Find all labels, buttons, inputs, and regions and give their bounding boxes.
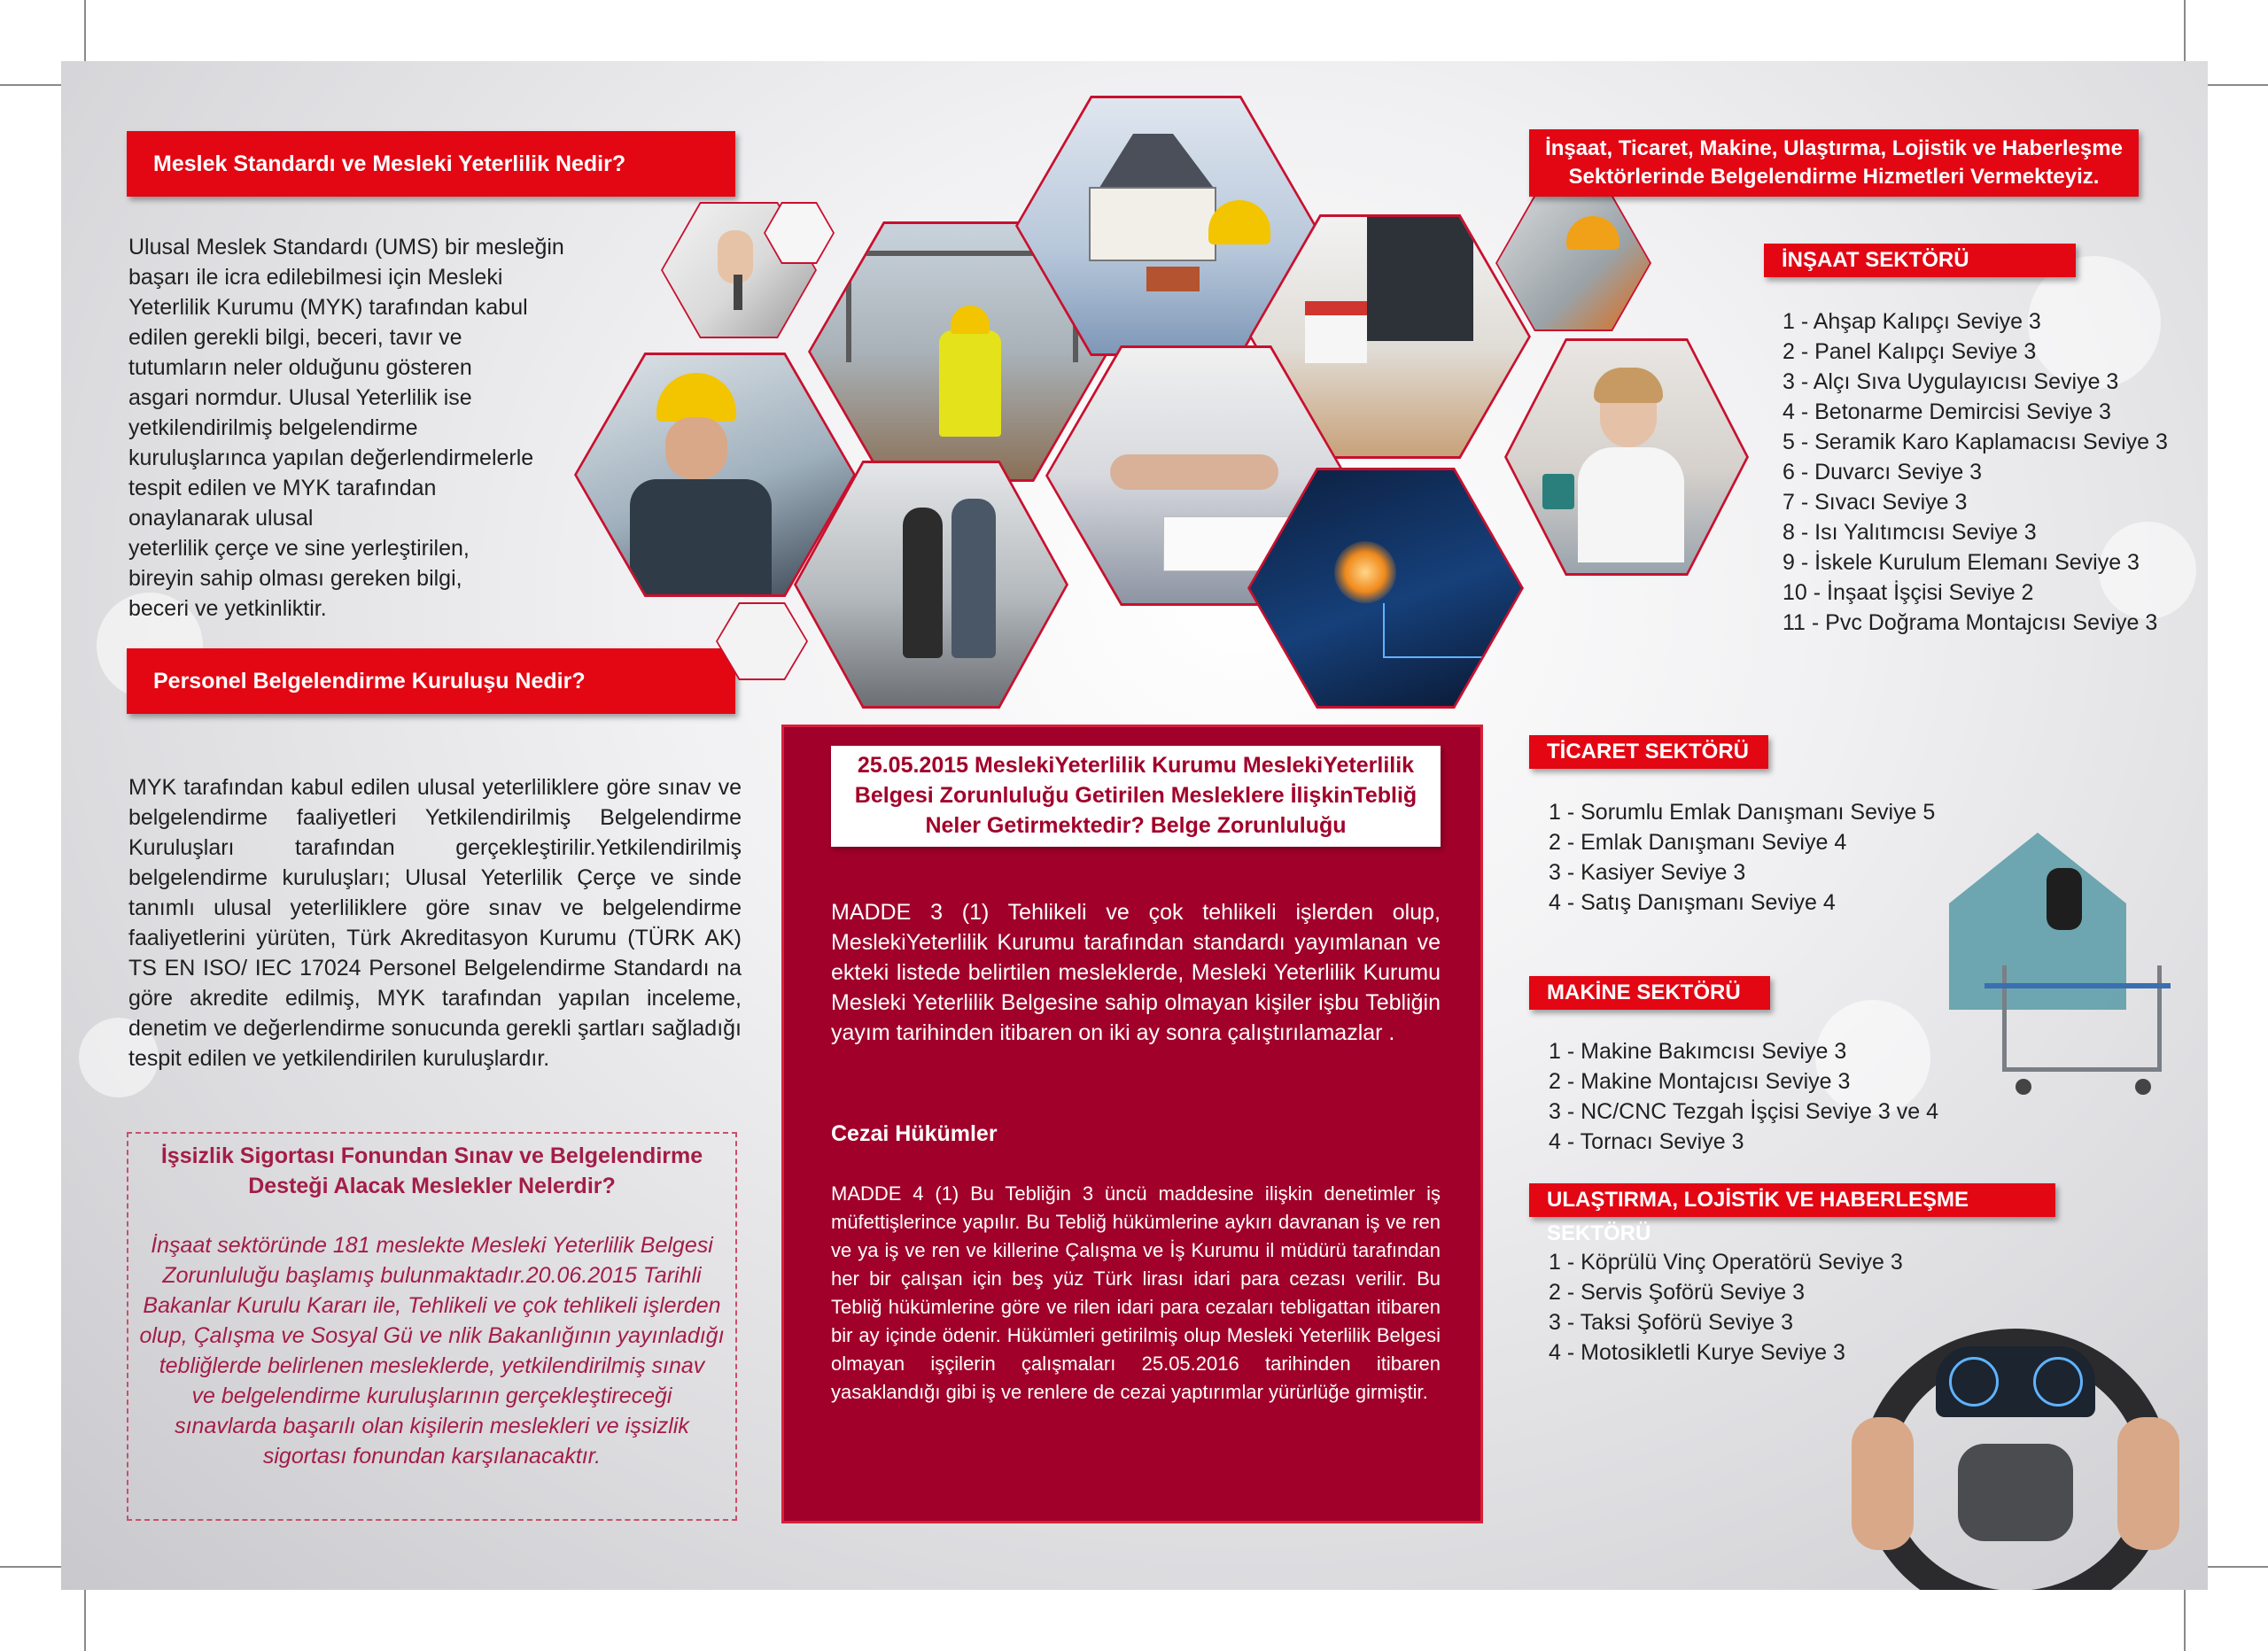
data-chart-lines bbox=[1383, 603, 1491, 658]
list-item: 6 - Duvarcı Seviye 3 bbox=[1783, 460, 1983, 484]
sectors-banner bbox=[1529, 129, 2139, 197]
list-item: 2 - Servis Şoförü Seviye 3 bbox=[1549, 1280, 1806, 1305]
mug-icon bbox=[1542, 474, 1574, 509]
list-item: 9 - İskele Kurulum Elemanı Seviye 3 bbox=[1783, 550, 2140, 575]
crop-mark bbox=[2208, 84, 2268, 86]
list-item: 4 - Motosikletli Kurye Seviye 3 bbox=[1549, 1340, 1845, 1365]
text-line: asgari normdur. Ulusal Yeterlilik ise bbox=[128, 385, 472, 410]
text-line: Yeterlilik Kurumu (MYK) tarafından kabul bbox=[128, 295, 528, 320]
banner-line: İnşaat, Ticaret, Makine, Ulaştırma, Lojistik ve Haberleşme bbox=[1545, 136, 2123, 160]
glow-orb bbox=[1334, 541, 1396, 603]
paragraph-meslek-standardi bbox=[128, 232, 678, 624]
steering-hub bbox=[1958, 1444, 2073, 1541]
text-line: sınavlarda başarılı olan kişilerin meslekleri ve işsizlik bbox=[175, 1414, 689, 1438]
insaat-sektoru-list bbox=[1783, 306, 2168, 638]
text-line: sigortası fonundan karşılanacaktır. bbox=[262, 1444, 602, 1469]
helmet-icon bbox=[1208, 200, 1270, 244]
helmet-icon bbox=[656, 373, 736, 422]
hand-silhouette bbox=[1852, 1417, 1914, 1550]
cart-handle bbox=[1984, 983, 2171, 988]
text-line: yetkilendirilmiş belgelendirme bbox=[128, 415, 418, 440]
worker-vest bbox=[939, 330, 1001, 437]
text-line: onaylanarak ulusal bbox=[128, 506, 314, 531]
heading-text: Meslek Standardı ve Mesleki Yeterlilik Nedir? bbox=[153, 151, 626, 176]
text-line: Ulusal Meslek Standardı (UMS) bir mesleğin bbox=[128, 235, 564, 260]
heading-text: MAKİNE SEKTÖRÜ bbox=[1547, 981, 1741, 1004]
issizlik-box-text bbox=[127, 1230, 737, 1471]
makine-sektoru-list bbox=[1549, 1036, 1938, 1157]
house-body bbox=[1089, 187, 1216, 261]
hair-silhouette bbox=[1594, 368, 1663, 403]
cezai-hukumler-heading: Cezai Hükümler bbox=[831, 1121, 998, 1146]
body-silhouette bbox=[1578, 447, 1684, 562]
person-silhouette bbox=[951, 499, 996, 658]
text-line: ve belgelendirme kuruluşlarının gerçekleştireceği bbox=[191, 1384, 672, 1408]
list-item: 1 - Makine Bakımcısı Seviye 3 bbox=[1549, 1039, 1847, 1064]
text-line: bireyin sahip olması gereken bilgi, bbox=[128, 566, 462, 591]
text-line: edilen gerekli bilgi, beceri, tavır ve bbox=[128, 325, 462, 350]
ticaret-sektoru-list bbox=[1549, 797, 1935, 918]
teblig-title bbox=[831, 750, 1441, 841]
list-item: 2 - Panel Kalıpçı Seviye 3 bbox=[1783, 339, 2037, 364]
heading-text: Personel Belgelendirme Kuruluşu Nedir? bbox=[153, 669, 586, 694]
list-item: 7 - Sıvacı Seviye 3 bbox=[1783, 490, 1968, 515]
heading-text: TİCARET SEKTÖRÜ bbox=[1547, 740, 1749, 763]
suit-figure bbox=[1367, 217, 1473, 341]
heading-text: İNŞAAT SEKTÖRÜ bbox=[1782, 248, 1969, 272]
list-item: 1 - Ahşap Kalıpçı Seviye 3 bbox=[1783, 309, 2041, 334]
text-line: İşsizlik Sigortası Fonundan Sınav ve Belgelendirme bbox=[160, 1143, 703, 1168]
text-line: İnşaat sektöründe 181 meslekte Mesleki Yeterlilik Belgesi bbox=[151, 1233, 713, 1258]
text-line: kuruluşlarınca yapılan değerlendirmelerle bbox=[128, 446, 534, 470]
text-line: yeterlilik çerçe ve sine yerleştirilen, bbox=[128, 536, 470, 561]
issizlik-box-title bbox=[127, 1141, 737, 1201]
list-item: 2 - Emlak Danışmanı Seviye 4 bbox=[1549, 830, 1847, 855]
work-shirt bbox=[630, 479, 772, 603]
text-line: Desteği Alacak Meslekler Nelerdir? bbox=[248, 1174, 616, 1198]
brick-icon bbox=[1146, 267, 1200, 291]
car-key-icon bbox=[2047, 868, 2082, 930]
crop-mark bbox=[2184, 0, 2186, 61]
madde-4-text: MADDE 4 (1) Bu Tebliğin 3 üncü maddesine ilişkin denetimler iş müfettişlerince yapılır. Bu Tebliğ hükümlerine aykırı davranan iş ve ren ve ya iş ve ren ve killerine Çalışma ve İş Kurumu il müdürü tarafından her bir çalışan için beş yüz Türk lirası idari para cezası verilir. Bu Tebliğ hükümlerine göre ve rilen idari para cezaları tebligattan itibaren bir ay içinde ödenir. Hükümleri getirilmiş olup Mesleki Yeterlilik Belgesi olmayan işçilerin çalışmaları 25.05.2016 tarihinden itibaren yasaklandığı gibi iş ve renlere de cezai yaptırımlar yürürlüğe girmiştir. bbox=[831, 1182, 1441, 1403]
heading-personel-belgelendirme bbox=[127, 648, 735, 714]
helmet-icon bbox=[1566, 216, 1619, 250]
list-item: 4 - Satış Danışmanı Seviye 4 bbox=[1549, 890, 1836, 915]
heading-meslek-standardi bbox=[127, 131, 735, 197]
list-item: 2 - Makine Montajcısı Seviye 3 bbox=[1549, 1069, 1851, 1094]
text-line: olup, Çalışma ve Sosyal Gü ve nlik Bakanlığının yayınladığı bbox=[139, 1323, 725, 1348]
list-item: 5 - Seramik Karo Kaplamacısı Seviye 3 bbox=[1783, 430, 2168, 454]
cart-wheel bbox=[2135, 1079, 2151, 1095]
text-line: tespit edilen ve MYK tarafından bbox=[128, 476, 437, 500]
crop-mark bbox=[0, 1566, 61, 1568]
list-item: 4 - Tornacı Seviye 3 bbox=[1549, 1129, 1744, 1154]
steering-wheel-illustration bbox=[1852, 1311, 2179, 1590]
face-silhouette bbox=[665, 417, 727, 479]
heading-text: ULAŞTIRMA, LOJİSTİK VE HABERLEŞME SEKTÖRÜ bbox=[1547, 1188, 1969, 1245]
ticaret-sektoru-heading bbox=[1529, 735, 1768, 769]
crop-mark bbox=[0, 84, 61, 86]
text-line: tutumların neler olduğunu gösteren bbox=[128, 355, 472, 380]
house-key-cart-illustration bbox=[1949, 833, 2171, 1125]
paragraph-personel-belgelendirme: MYK tarafından kabul edilen ulusal yeterliliklere göre sınav ve belgelendirme faaliyetleri Yetkilendirilmiş Belgelendirme Kuruluşları tarafından gerçekleştirilir.Yetkilendirilmiş belgelendirme kuruluşları; Ulusal Yeterlilik Çerçe ve sinde tanımlı ulusal yeterliliklere göre sınav ve belgelendirme faaliyetlerini yürüten, Türk Akreditasyon Kurumu (TÜRK AK) TS EN ISO/ IEC 17024 Personel Belgelendirme Standardı na göre akredite edilmiş, MYK tarafından yapılan inceleme, denetim ve değerlendirme sonucunda gerekli şartları sağladığı tespit edilen ve yetkilendirilen kuruluşlardır. bbox=[128, 775, 742, 1071]
text-line: Neler Getirmektedir? Belge Zorunluluğu bbox=[925, 813, 1347, 838]
banner-line: Sektörlerinde Belgelendirme Hizmetleri Vermekteyiz. bbox=[1568, 165, 2100, 189]
text-line: Belgesi Zorunluluğu Getirilen Mesleklere İlişkinTebliğ bbox=[854, 783, 1418, 808]
list-item: 10 - İnşaat İşçisi Seviye 2 bbox=[1783, 580, 2034, 605]
text-line: Zorunluluğu başlamış bulunmaktadır.20.06.2015 Tarihli bbox=[162, 1263, 702, 1288]
hand-silhouette bbox=[2117, 1417, 2179, 1550]
crop-mark bbox=[2208, 1566, 2268, 1568]
shopping-cart-icon bbox=[2002, 965, 2162, 1072]
list-item: 1 - Sorumlu Emlak Danışmanı Seviye 5 bbox=[1549, 800, 1936, 825]
model-house-icon bbox=[1305, 301, 1367, 363]
house-roof bbox=[1080, 134, 1213, 187]
crop-mark bbox=[84, 1590, 86, 1651]
list-item: 8 - Isı Yalıtımcısı Seviye 3 bbox=[1783, 520, 2037, 545]
list-item: 1 - Köprülü Vinç Operatörü Seviye 3 bbox=[1549, 1250, 1903, 1275]
list-item: 3 - Taksi Şoförü Seviye 3 bbox=[1549, 1310, 1794, 1335]
ulastirma-sektoru-heading bbox=[1529, 1183, 2055, 1245]
list-item: 4 - Betonarme Demircisi Seviye 3 bbox=[1783, 399, 2111, 424]
list-item: 3 - Alçı Sıva Uygulayıcısı Seviye 3 bbox=[1783, 369, 2119, 394]
list-item: 3 - NC/CNC Tezgah İşçisi Seviye 3 ve 4 bbox=[1549, 1099, 1938, 1124]
insaat-sektoru-heading bbox=[1764, 244, 2076, 277]
text-line: tebliğlerde belirlenen mesleklerde, yetkilendirilmiş sınav bbox=[159, 1353, 705, 1378]
key-icon bbox=[734, 275, 742, 310]
crop-mark bbox=[84, 0, 86, 61]
gauge-dial bbox=[2033, 1357, 2083, 1407]
madde-3-text: MADDE 3 (1) Tehlikeli ve çok tehlikeli işlerden olup, MeslekiYeterlilik Kurumu tarafından standardı yayımlanan ve ekteki listede belirtilen mesleklerde, Mesleki Yeterlilik Kurumu Mesleki Yeterlilik Belgesine sahip olmayan kişiler işbu Tebliğin yayım tarihinden itibaren on iki ay sonra çalıştırılamazlar . bbox=[831, 900, 1441, 1045]
text-line: beceri ve yetkinliktir. bbox=[128, 596, 327, 621]
text-line: Bakanlar Kurulu Kararı ile, Tehlikeli ve çok tehlikeli işlerden bbox=[143, 1293, 721, 1318]
hand-silhouette bbox=[1110, 454, 1278, 490]
ulastirma-sektoru-list bbox=[1549, 1247, 1903, 1368]
list-item: 3 - Kasiyer Seviye 3 bbox=[1549, 860, 1746, 885]
makine-sektoru-heading bbox=[1529, 976, 1770, 1010]
person-silhouette bbox=[903, 508, 943, 658]
cart-wheel bbox=[2016, 1079, 2031, 1095]
text-line: 25.05.2015 MeslekiYeterlilik Kurumu MeslekiYeterlilik bbox=[857, 753, 1415, 778]
text-line: başarı ile icra edilebilmesi için Mesleki bbox=[128, 265, 503, 290]
crop-mark bbox=[2184, 1590, 2186, 1651]
gauge-dial bbox=[1949, 1357, 1999, 1407]
list-item: 11 - Pvc Doğrama Montajcısı Seviye 3 bbox=[1783, 610, 2158, 635]
